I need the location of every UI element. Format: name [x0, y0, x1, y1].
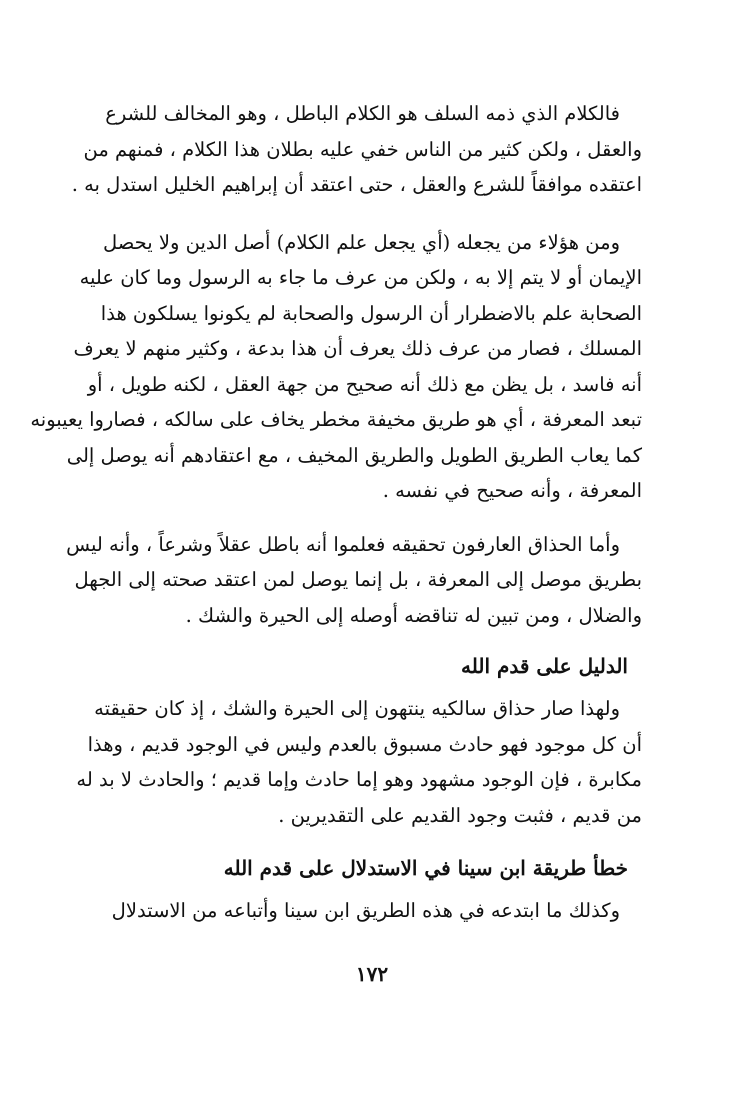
- paragraph-kalam-falsehood: [71, 96, 642, 203]
- text-line: كما يعاب الطريق الطويل والطريق المخيف ، مع اعتقادهم أنه يوصل إلى: [66, 443, 642, 467]
- paragraph-ibn-sina: [86, 893, 642, 929]
- text-line: والضلال ، ومن تبين له تناقضه أوصله إلى الحيرة والشك .: [185, 603, 642, 627]
- text-line: وكذلك ما ابتدعه في هذه الطريق ابن سينا وأتباعه من الاستدلال: [111, 899, 620, 922]
- text-line: أن كل موجود فهو حادث مسبوق بالعدم وليس في الوجود قديم ، وهذا: [87, 732, 642, 756]
- text-line: الإيمان أو لا يتم إلا به ، ولكن من عرف ما جاء به الرسول وما كان عليه: [79, 266, 642, 289]
- paragraph-eternity-argument: [76, 691, 642, 833]
- paragraph-kalam-foundation: [30, 225, 642, 509]
- text-line: ومن هؤلاء من يجعله (أي يجعل علم الكلام) أصل الدين ولا يحصل: [103, 230, 620, 254]
- text-line: مكابرة ، فإن الوجود مشهود وهو إما حادث وإما قديم ؛ والحادث لا بد له: [76, 768, 642, 791]
- text-line: بطريق موصل إلى المعرفة ، بل إنما يوصل لمن اعتقد صحته إلى الجهل: [74, 568, 642, 591]
- text-line: تبعد المعرفة ، أي هو طريق مخيفة مخطر يخاف على سالكه ، فصاروا يعيبونه: [30, 408, 642, 431]
- text-line: أنه فاسد ، بل يظن مع ذلك أنه صحيح من جهة العقل ، لكنه طويل ، أو: [87, 372, 642, 396]
- text-line: وأما الحذاق العارفون تحقيقه فعلموا أنه باطل عقلاً وشرعاً ، وأنه ليس: [66, 532, 620, 556]
- text-line: فالكلام الذي ذمه السلف هو الكلام الباطل ، وهو المخالف للشرع: [105, 102, 620, 125]
- text-line: الصحابة علم بالاضطرار أن الرسول والصحابة لم يكونوا يسلكون هذا: [100, 301, 642, 325]
- section-heading-ibn-sina-error: خطأ طريقة ابن سينا في الاستدلال على قدم الله: [223, 856, 628, 880]
- text-line: ولهذا صار حذاق سالكيه ينتهون إلى الحيرة والشك ، إذ كان حقيقته: [94, 697, 620, 720]
- text-line: والعقل ، ولكن كثير من الناس خفي عليه بطلان هذا الكلام ، فمنهم من: [83, 137, 642, 161]
- text-line: من قديم ، فثبت وجود القديم على التقديرين .: [278, 803, 642, 827]
- text-line: المعرفة ، وأنه صحيح في نفسه .: [382, 479, 642, 502]
- paragraph-experts-view: [66, 527, 642, 634]
- section-heading-proof-of-eternity: الدليل على قدم الله: [461, 654, 628, 678]
- text-line: المسلك ، فصار من عرف ذلك يعرف أن هذا بدعة ، وكثير منهم لا يعرف: [73, 337, 642, 360]
- page-number: ١٧٢: [355, 962, 389, 986]
- text-line: اعتقده موافقاً للشرع والعقل ، حتى اعتقد أن إبراهيم الخليل استدل به .: [71, 173, 642, 196]
